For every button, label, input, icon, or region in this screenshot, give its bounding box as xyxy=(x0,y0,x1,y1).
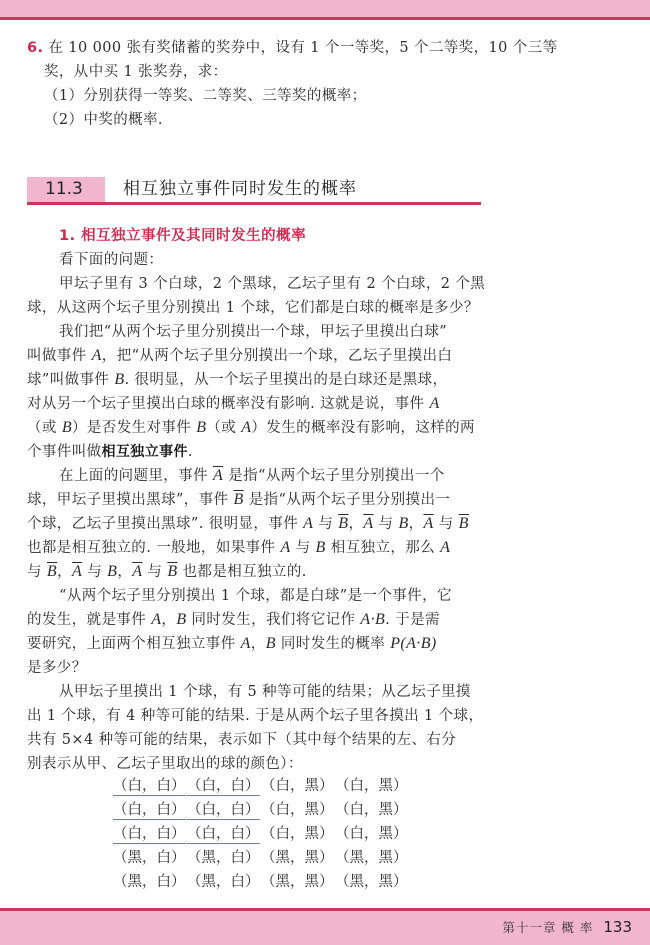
exercise-text: 在 10 000 张有奖储蓄的奖券中，设有 1 个一等奖，5 个二等奖，10 个三等 xyxy=(48,40,558,56)
text: 与 xyxy=(373,516,399,532)
outcome-cell xyxy=(335,870,409,894)
outcome-text: （白，白） xyxy=(187,826,260,842)
outcome-text: （白，黑） xyxy=(261,802,334,818)
section-number: 11.3 xyxy=(45,179,83,199)
text: . 很明显，从一个坛子里摸出的是白球还是黑球， xyxy=(124,372,448,388)
text: ）发生的概率没有影响，这样的两 xyxy=(251,420,475,436)
top-page-band xyxy=(0,0,650,17)
math-A-bar: $\overline{A}$ xyxy=(423,515,434,532)
text: . 于是需 xyxy=(385,612,440,628)
math-B-bar: $\overline{B}$ xyxy=(46,563,58,580)
math-A-bar: $\overline{A}$ xyxy=(72,563,83,580)
math-A: A xyxy=(280,539,291,556)
math-P-A-dot-B: P(A·B) xyxy=(390,635,437,652)
outcome-row xyxy=(113,822,409,846)
paragraph-line: 球，从这两个坛子里分别摸出 1 个球，它们都是白球的概率是多少？ xyxy=(27,300,479,316)
section-header xyxy=(27,177,481,205)
paragraph-line xyxy=(59,464,445,488)
outcome-cell xyxy=(113,798,187,822)
text: 同时发生，我们将它记作 xyxy=(186,612,361,628)
text: 与 xyxy=(82,564,108,580)
exercise-6-line-1 xyxy=(27,36,558,60)
exercise-number: 6. xyxy=(27,40,44,56)
paragraph-line xyxy=(27,392,440,416)
outcome-cell xyxy=(335,846,409,870)
math-A: A xyxy=(91,347,102,364)
paragraph-line xyxy=(27,632,437,656)
text: 也都是相互独立的. 一般地，如果事件 xyxy=(27,540,281,556)
outcome-cell xyxy=(261,798,335,822)
outcome-row xyxy=(113,870,409,894)
paragraph-line: 共有 5×4 种等可能的结果，表示如下（其中每个结果的左、右分 xyxy=(27,732,457,748)
outcome-cell xyxy=(187,822,261,846)
text: ，把“从两个坛子里分别摸出一个球，乙坛子里摸出白 xyxy=(101,348,453,364)
outcome-text: （黑，黑） xyxy=(261,850,334,866)
text: 对从另一个坛子里摸出白球的概率没有影响. 这就是说，事件 xyxy=(27,396,430,412)
text: . xyxy=(187,444,193,460)
outcome-cell xyxy=(187,846,261,870)
text: 个球，乙坛子里摸出黑球”. 很明显，事件 xyxy=(27,516,304,532)
outcome-text: （白，白） xyxy=(113,778,186,794)
math-A: A xyxy=(429,395,440,412)
text: 个事件叫做 xyxy=(27,444,102,460)
math-B: B xyxy=(114,371,125,388)
text: 与 xyxy=(313,516,339,532)
section-title: 相互独立事件同时发生的概率 xyxy=(123,179,357,199)
math-A: A xyxy=(241,419,252,436)
math-B: B xyxy=(196,419,207,436)
subsection-heading: 1. 相互独立事件及其同时发生的概率 xyxy=(59,228,307,244)
outcome-cell xyxy=(261,774,335,798)
outcome-text: （黑，白） xyxy=(113,850,186,866)
text: 与 xyxy=(433,516,459,532)
text: （或 xyxy=(206,420,242,436)
outcome-cell xyxy=(261,870,335,894)
outcome-cell xyxy=(113,822,187,846)
paragraph-line xyxy=(27,440,193,464)
math-A: A xyxy=(440,539,451,556)
defined-term: 相互独立事件 xyxy=(101,444,188,460)
outcome-text: （黑，黑） xyxy=(261,874,334,890)
section-rule xyxy=(27,202,481,205)
text: 同时发生的概率 xyxy=(275,636,391,652)
outcome-text: （白，白） xyxy=(113,826,186,842)
outcome-text: （白，黑） xyxy=(335,778,408,794)
math-A: A xyxy=(303,515,314,532)
math-A: A xyxy=(151,611,162,628)
text: 也都是相互独立的. xyxy=(177,564,307,580)
text: ， xyxy=(117,564,133,580)
exercise-6-line-2: 奖，从中买 1 张奖券，求： xyxy=(44,64,228,80)
text: 是指“从两个坛子里分别摸出一个 xyxy=(223,468,445,484)
text: ， xyxy=(250,636,266,652)
text: （或 xyxy=(27,420,62,436)
outcome-text: （白，白） xyxy=(187,778,260,794)
outcome-text: （白，白） xyxy=(187,802,260,818)
outcome-cell xyxy=(261,846,335,870)
math-A-bar: $\overline{A}$ xyxy=(132,563,143,580)
outcome-text: （黑，黑） xyxy=(335,874,408,890)
top-rule xyxy=(0,17,650,20)
math-B-bar: $\overline{B}$ xyxy=(458,515,469,532)
outcome-cell xyxy=(113,846,187,870)
paragraph-line xyxy=(27,344,452,368)
outcome-text: （黑，黑） xyxy=(335,850,408,866)
outcome-cell xyxy=(335,822,409,846)
paragraph-line: 看下面的问题： xyxy=(59,252,164,268)
outcome-text: （白，白） xyxy=(113,802,186,818)
paragraph-line xyxy=(27,368,447,392)
outcomes-table xyxy=(113,774,409,894)
paragraph-line: “从两个坛子里分别摸出 1 个球，都是白球”是一个事件，它 xyxy=(59,588,452,604)
math-B-bar: $\overline{B}$ xyxy=(338,515,349,532)
text: ， xyxy=(408,516,424,532)
text: 球”叫做事件 xyxy=(27,372,115,388)
outcome-row xyxy=(113,846,409,870)
outcome-text: （白，黑） xyxy=(335,802,408,818)
math-B-bar: $\overline{B}$ xyxy=(167,563,178,580)
outcome-text: （黑，白） xyxy=(187,874,260,890)
math-B: B xyxy=(398,515,409,532)
math-B: B xyxy=(265,635,276,652)
text: 与 xyxy=(142,564,168,580)
outcome-cell xyxy=(187,870,261,894)
text: 与 xyxy=(27,564,47,580)
math-B-bar: $\overline{B}$ xyxy=(233,491,244,508)
math-B: B xyxy=(61,419,72,436)
page-number: 133 xyxy=(603,918,632,936)
text: 球，甲坛子里摸出黑球”，事件 xyxy=(27,492,234,508)
paragraph-line: 是多少？ xyxy=(27,660,87,676)
paragraph-line xyxy=(27,512,469,536)
text: ， xyxy=(57,564,73,580)
outcome-cell xyxy=(335,798,409,822)
paragraph-line: 出 1 个球，有 4 种等可能的结果. 于是从两个坛子里各摸出 1 个球， xyxy=(27,708,484,724)
text: 的发生，就是事件 xyxy=(27,612,152,628)
outcome-text: （黑，白） xyxy=(187,850,260,866)
math-A: A xyxy=(240,635,251,652)
math-B: B xyxy=(176,611,187,628)
page-footer xyxy=(502,916,632,938)
exercise-6-sub-2: （2）中奖的概率. xyxy=(44,112,163,128)
outcome-row xyxy=(113,798,409,822)
math-B: B xyxy=(107,563,118,580)
outcome-cell xyxy=(113,774,187,798)
text: 相互独立，那么 xyxy=(325,540,441,556)
text: 要研究，上面两个相互独立事件 xyxy=(27,636,241,652)
outcome-row xyxy=(113,774,409,798)
text: 在上面的问题里，事件 xyxy=(59,468,214,484)
paragraph-line xyxy=(27,416,475,440)
text: 与 xyxy=(290,540,316,556)
text: ）是否发生对事件 xyxy=(72,420,197,436)
text: ， xyxy=(161,612,177,628)
paragraph-line: 我们把“从两个坛子里分别摸出一个球，甲坛子里摸出白球” xyxy=(59,324,448,340)
math-A-bar: $\overline{A}$ xyxy=(363,515,374,532)
text: ， xyxy=(348,516,364,532)
paragraph-line: 别表示从甲、乙坛子里取出的球的颜色）： xyxy=(27,756,303,772)
outcome-text: （白，黑） xyxy=(335,826,408,842)
paragraph-line: 从甲坛子里摸出 1 个球，有 5 种等可能的结果；从乙坛子里摸 xyxy=(59,684,471,700)
paragraph-line xyxy=(27,560,307,584)
exercise-6-sub-1: （1）分别获得一等奖、二等奖、三等奖的概率； xyxy=(44,88,367,104)
math-B: B xyxy=(315,539,326,556)
math-A-bar: $\overline{A}$ xyxy=(213,467,224,484)
outcome-cell xyxy=(335,774,409,798)
chapter-label: 第十一章 概 率 xyxy=(502,920,594,935)
math-A-dot-B: A·B xyxy=(360,611,386,628)
outcome-text: （白，黑） xyxy=(261,778,334,794)
outcome-cell xyxy=(261,822,335,846)
outcome-cell xyxy=(187,798,261,822)
outcome-cell xyxy=(113,870,187,894)
outcome-text: （白，黑） xyxy=(261,826,334,842)
text: 是指“从两个坛子里分别摸出一 xyxy=(243,492,451,508)
outcome-cell xyxy=(187,774,261,798)
paragraph-line: 甲坛子里有 3 个白球，2 个黑球，乙坛子里有 2 个白球，2 个黑 xyxy=(59,276,486,292)
outcome-text: （黑，白） xyxy=(113,874,186,890)
paragraph-line xyxy=(27,488,450,512)
text: 叫做事件 xyxy=(27,348,92,364)
paragraph-line xyxy=(27,608,440,632)
paragraph-line xyxy=(27,536,450,560)
